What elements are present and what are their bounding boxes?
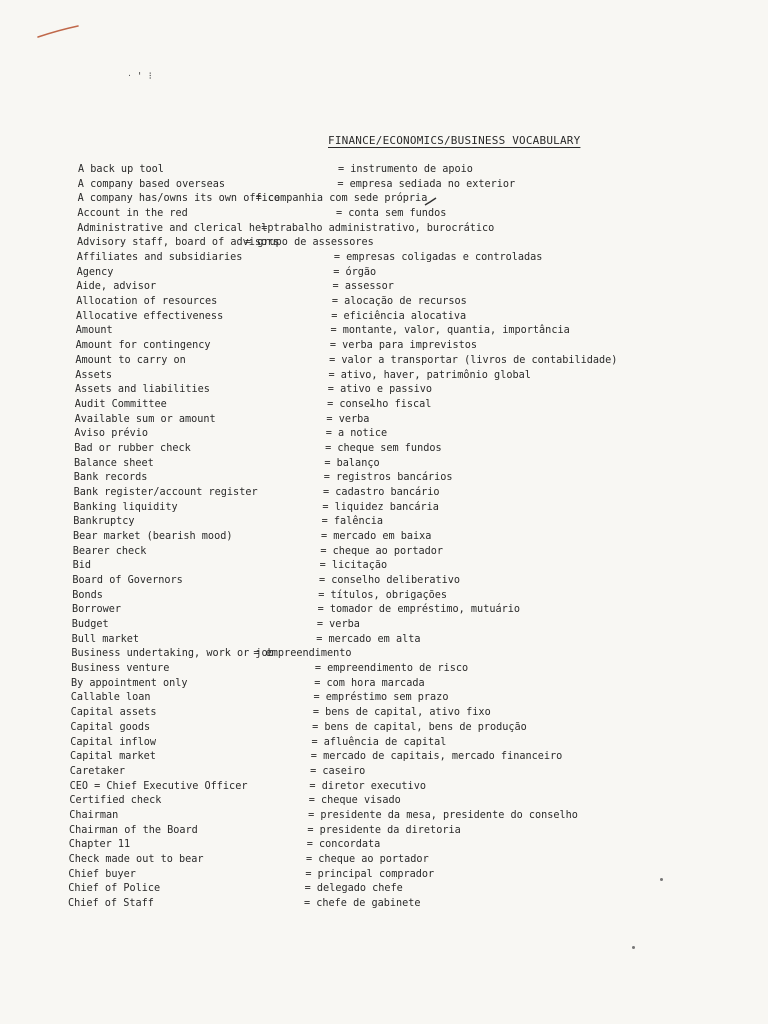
vocab-translation: = mercado em alta bbox=[316, 633, 421, 645]
vocab-term: Amount to carry on bbox=[75, 354, 186, 366]
vocab-term: A company has/owns its own office bbox=[77, 193, 280, 205]
page-title: FINANCE/ECONOMICS/BUSINESS VOCABULARY bbox=[328, 134, 581, 147]
vocab-translation: = registros bancários bbox=[323, 472, 453, 484]
vocab-term: Chairman bbox=[69, 809, 119, 821]
vocab-term: Allocative effectiveness bbox=[76, 310, 224, 322]
vocab-translation: = tomador de empréstimo, mutuário bbox=[317, 604, 520, 616]
vocab-term: A company based overseas bbox=[77, 178, 225, 190]
vocab-translation: = delegado chefe bbox=[304, 883, 403, 895]
vocab-translation: = cheque ao portador bbox=[306, 853, 429, 865]
vocab-term: Assets and liabilities bbox=[75, 384, 210, 396]
vocab-term: Chapter 11 bbox=[68, 839, 131, 851]
vocab-translation: = cadastro bancário bbox=[323, 486, 440, 498]
vocab-translation: = alocação de recursos bbox=[331, 296, 467, 308]
vocab-translation: = a notice bbox=[325, 428, 388, 440]
vocab-term: Account in the red bbox=[77, 208, 188, 220]
vocab-translation: = concordata bbox=[306, 839, 381, 851]
vocab-translation: = empresas coligadas e controladas bbox=[333, 252, 543, 264]
vocab-translation: = ativo e passivo bbox=[327, 384, 433, 396]
vocab-translation: = montante, valor, quantia, importância bbox=[330, 325, 570, 337]
vocab-term: Capital assets bbox=[70, 707, 157, 719]
vocab-translation: = chefe de gabinete bbox=[304, 898, 421, 909]
vocab-term: CEO = Chief Executive Officer bbox=[69, 780, 248, 792]
vocab-term: Caretaker bbox=[69, 765, 125, 777]
vocab-term: Board of Governors bbox=[72, 575, 183, 587]
vocab-translation: = assessor bbox=[332, 281, 394, 293]
vocab-translation: = liquidez bancária bbox=[322, 501, 439, 513]
vocab-translation: = eficiência alocativa bbox=[331, 310, 467, 322]
vocab-translation: = verba para imprevistos bbox=[329, 340, 478, 352]
vocab-translation: = com hora marcada bbox=[314, 677, 425, 689]
vocab-term: Bank register/account register bbox=[73, 486, 258, 498]
vocab-term: Bid bbox=[72, 560, 91, 572]
vocab-translation: = ativo, haver, patrimônio global bbox=[328, 369, 531, 381]
vocab-term: Capital market bbox=[70, 751, 156, 763]
vocab-translation: = conselho deliberativo bbox=[318, 575, 461, 587]
vocab-translation: = verba bbox=[326, 413, 370, 425]
vocab-translation: = conselho fiscal bbox=[327, 398, 432, 410]
vocab-translation: = empréstimo sem prazo bbox=[313, 692, 449, 704]
vocab-term: Available sum or amount bbox=[74, 413, 216, 425]
vocab-term: Capital inflow bbox=[70, 736, 157, 748]
vocab-translation: = empresa sediada no exterior bbox=[337, 178, 516, 190]
vocab-translation: = licitação bbox=[319, 560, 388, 572]
vocab-term: Bonds bbox=[72, 589, 103, 601]
vocab-translation: = mercado de capitais, mercado financeiro bbox=[310, 751, 563, 763]
vocab-term: Assets bbox=[75, 369, 112, 381]
vocab-term: Administrative and clerical help bbox=[77, 222, 274, 234]
vocab-translation: = falência bbox=[321, 516, 383, 528]
vocab-translation: = verba bbox=[316, 619, 360, 631]
vocab-term: Callable loan bbox=[70, 692, 151, 704]
vocab-term: Certified check bbox=[69, 795, 162, 807]
vocab-translation: = balanço bbox=[324, 457, 380, 469]
vocab-term: Budget bbox=[71, 619, 109, 631]
vocab-translation: = presidente da mesa, presidente do conselho bbox=[308, 809, 578, 821]
vocab-translation: = cheque ao portador bbox=[320, 545, 443, 557]
vocab-term: Bearer check bbox=[72, 545, 147, 557]
vocab-translation: = trabalho administrativo, burocrático bbox=[261, 222, 495, 234]
vocab-translation: = cheque sem fundos bbox=[325, 442, 442, 454]
vocab-translation: = diretor executivo bbox=[309, 780, 426, 792]
vocab-term: Bull market bbox=[71, 633, 140, 645]
vocab-translation: = títulos, obrigações bbox=[318, 589, 448, 601]
vocab-translation: = conta sem fundos bbox=[335, 208, 447, 220]
vocab-term: Amount bbox=[75, 325, 113, 337]
vocab-translation: = principal comprador bbox=[305, 868, 435, 880]
vocab-translation: = cheque visado bbox=[308, 795, 401, 807]
vocab-term: Chief of Staff bbox=[68, 898, 154, 909]
vocab-translation: = caseiro bbox=[310, 765, 366, 777]
vocab-term: Bank records bbox=[73, 472, 148, 484]
vocab-term: Chief of Police bbox=[68, 883, 161, 895]
vocab-term: By appointment only bbox=[71, 677, 188, 689]
vocab-translation: = mercado em baixa bbox=[321, 531, 432, 542]
vocab-translation: = instrumento de apoio bbox=[338, 164, 473, 175]
vocab-translation: = companhia com sede própria bbox=[255, 193, 428, 205]
vocab-translation: = presidente da diretoria bbox=[307, 824, 461, 836]
vocab-term: Balance sheet bbox=[74, 457, 154, 469]
vocab-term: Capital goods bbox=[70, 721, 151, 733]
vocab-term: Allocation of resources bbox=[76, 296, 218, 308]
vocab-translation: = bens de capital, ativo fixo bbox=[312, 707, 491, 719]
vocab-term: Bear market (bearish mood) bbox=[73, 531, 233, 542]
vocab-term: Aide, advisor bbox=[76, 281, 157, 293]
vocab-term: Chief buyer bbox=[68, 868, 136, 880]
vocab-term: Agency bbox=[76, 266, 114, 278]
vocab-term: Check made out to bear bbox=[68, 853, 204, 865]
vocab-term: A back up tool bbox=[78, 164, 164, 175]
vocab-term: Banking liquidity bbox=[73, 501, 178, 513]
vocab-term: Advisory staff, board of advisors bbox=[77, 237, 280, 249]
vocab-translation: = empreendimento de risco bbox=[314, 663, 469, 675]
vocab-term: Bankruptcy bbox=[73, 516, 135, 528]
vocab-term: Business venture bbox=[71, 663, 170, 675]
vocab-term: Amount for contingency bbox=[75, 340, 211, 352]
vocab-translation: = valor a transportar (livros de contabilidade) bbox=[329, 354, 618, 366]
vocab-translation: = grupo de assessores bbox=[245, 237, 374, 249]
vocab-term: Business undertaking, work or job bbox=[71, 648, 274, 660]
vocab-translation: = empreendimento bbox=[253, 648, 352, 660]
vocab-translation: = bens de capital, bens de produção bbox=[312, 721, 527, 733]
vocab-term: Chairman of the Board bbox=[69, 824, 198, 836]
vocab-term: Borrower bbox=[72, 604, 122, 616]
vocab-term: Affiliates and subsidiaries bbox=[76, 252, 243, 264]
vocab-term: Bad or rubber check bbox=[74, 442, 191, 454]
vocab-term: Audit Committee bbox=[74, 398, 167, 410]
vocab-term: Aviso prévio bbox=[74, 428, 148, 440]
header-marks-text: ᐧ ' ⁝ bbox=[128, 71, 152, 82]
vocab-translation: = órgão bbox=[333, 266, 377, 278]
vocab-translation: = afluência de capital bbox=[311, 736, 447, 748]
